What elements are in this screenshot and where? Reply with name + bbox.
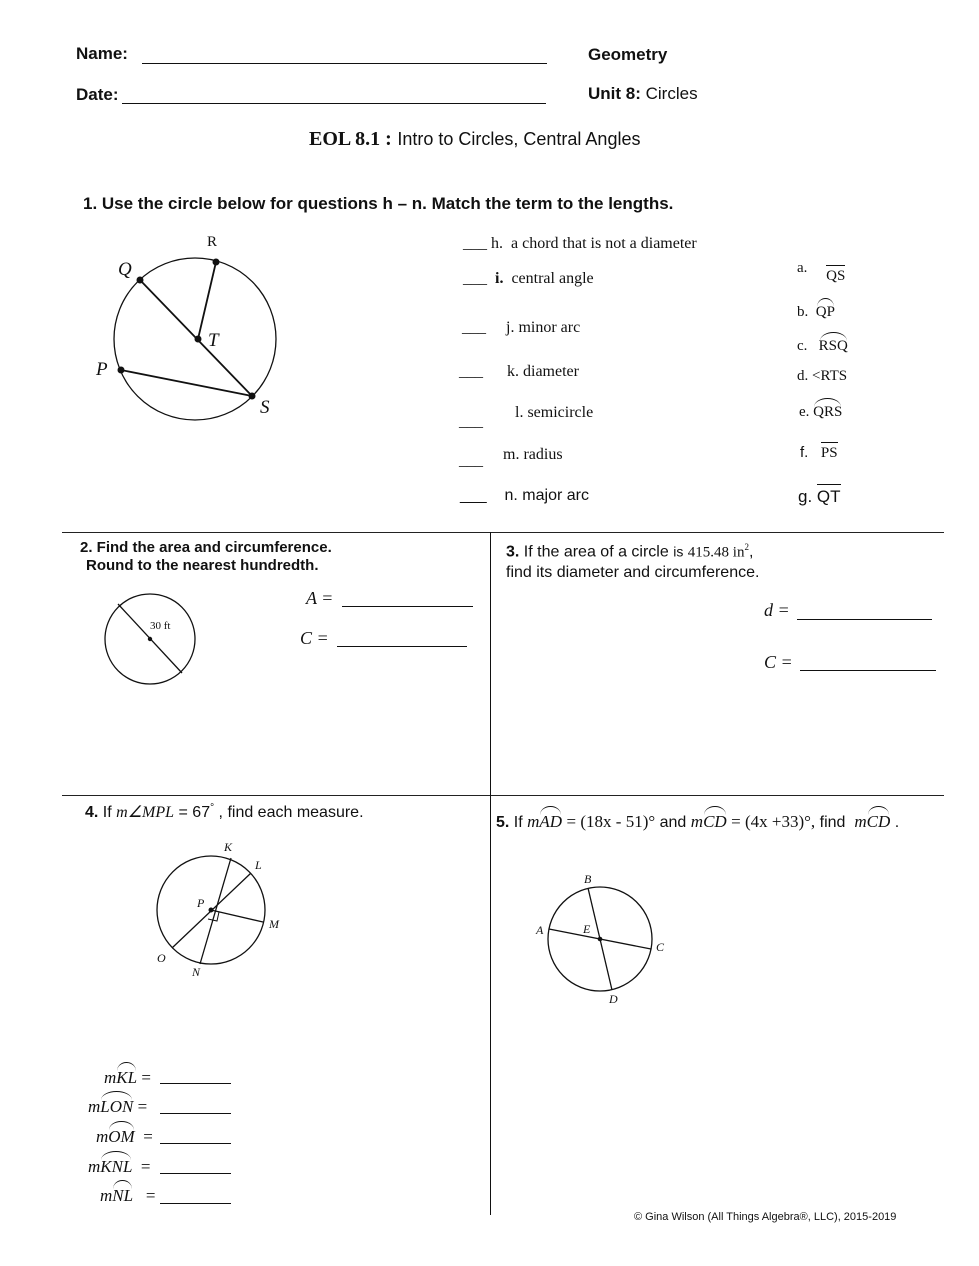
q5-if: If xyxy=(513,814,523,831)
term-text: a chord that is not a diameter xyxy=(511,235,697,252)
q5-label-d: D xyxy=(609,992,618,1006)
q1-label-q: Q xyxy=(118,259,132,280)
term-text: minor arc xyxy=(518,319,581,336)
q4-angle-expr: m∠MPL xyxy=(116,804,175,821)
q5-arc-cd: CD xyxy=(703,812,727,831)
answer-arc: OM xyxy=(108,1127,135,1146)
q5-arc-cd-target: CD xyxy=(866,812,891,831)
option-angle-rts: <RTS xyxy=(812,368,848,384)
q4-label-k: K xyxy=(224,840,233,854)
answer-m: m xyxy=(96,1127,109,1146)
answer-arc: KNL xyxy=(100,1157,133,1176)
q3-text-is: is xyxy=(673,543,684,560)
name-label: Name: xyxy=(76,44,128,63)
term-letter: j. xyxy=(506,319,515,336)
answer-m: m xyxy=(104,1068,117,1087)
term-blank[interactable]: ___ xyxy=(463,270,487,287)
term-text: diameter xyxy=(523,363,579,380)
q4-label-n: N xyxy=(192,965,201,979)
option-arc-rsq: RSQ xyxy=(818,338,848,354)
q5-center xyxy=(598,937,603,942)
q5-number: 5. xyxy=(496,814,510,831)
q1-label-p: P xyxy=(96,359,108,380)
answer-arc: KL xyxy=(116,1068,138,1087)
option-arc-qrs: QRS xyxy=(813,404,843,420)
q1-label-t: T xyxy=(208,330,219,351)
copyright: © Gina Wilson (All Things Algebra®, LLC), 2015-2019 xyxy=(634,1211,897,1223)
option-letter: b. xyxy=(797,304,809,320)
answer-eq: = xyxy=(140,1157,151,1176)
q3-comma: , xyxy=(748,543,754,561)
unit-name: Circles xyxy=(645,84,698,103)
subject-label: Geometry xyxy=(588,45,668,64)
title-text: Intro to Circles, Central Angles xyxy=(397,129,641,149)
term-text: radius xyxy=(523,446,563,463)
term-letter: k. xyxy=(507,363,519,380)
title-code: EOL 8.1 : xyxy=(309,128,392,150)
q4-degree: ° xyxy=(210,802,215,814)
q3-text: If the area of a circle xyxy=(523,543,669,561)
q1-label-r: R xyxy=(207,234,218,250)
q5-m2: m xyxy=(690,812,704,831)
option-letter: f. xyxy=(800,444,809,461)
term-letter: n. xyxy=(504,487,518,504)
q4-if: If xyxy=(102,804,112,821)
q1-instruction: 1. Use the circle below for questions h – n. Match the term to the lengths. xyxy=(83,194,674,213)
answer-eq: = xyxy=(143,1127,153,1146)
term-blank[interactable]: ___ xyxy=(463,235,487,252)
q3-d-label: d = xyxy=(764,600,790,620)
term-letter: h. xyxy=(491,235,503,252)
q2-instruction-line1: 2. Find the area and circumference. xyxy=(80,539,332,556)
q2-area-label: A = xyxy=(306,588,334,608)
q3-area-exponent: 2 xyxy=(744,542,749,552)
option-arc-qp: QP xyxy=(815,304,835,320)
term-blank[interactable]: ___ xyxy=(460,487,487,504)
q4-label-p: P xyxy=(197,896,205,910)
option-letter: d. xyxy=(797,368,809,384)
option-segment-qs: QS xyxy=(826,268,846,284)
option-letter: c. xyxy=(797,338,808,354)
q3-number: 3. xyxy=(506,543,520,561)
answer-m: m xyxy=(88,1157,101,1176)
option-letter: g. xyxy=(798,487,813,506)
term-blank[interactable]: ___ xyxy=(462,319,486,336)
term-letter: m. xyxy=(503,446,520,463)
term-text: major arc xyxy=(522,487,589,504)
answer-m: m xyxy=(88,1097,101,1116)
term-blank[interactable]: ___ xyxy=(459,413,483,430)
q4-rest: , find each measure. xyxy=(218,804,364,821)
q3-line2: find its diameter and circumference. xyxy=(506,564,760,581)
option-segment-qt: QT xyxy=(816,487,841,506)
date-label: Date: xyxy=(76,85,119,104)
q4-number: 4. xyxy=(85,804,99,821)
answer-arc: LON xyxy=(100,1097,134,1116)
q5-m3: m xyxy=(854,812,867,831)
answer-eq: = xyxy=(141,1068,151,1087)
option-segment-ps: PS xyxy=(820,445,838,461)
answer-eq: = xyxy=(145,1186,156,1205)
unit-label: Unit 8: xyxy=(588,84,641,103)
q5-arc-ad: AD xyxy=(539,812,563,831)
q4-label-o: O xyxy=(157,951,166,965)
q5-expr1: = (18x - 51)° xyxy=(566,812,656,831)
answer-m: m xyxy=(100,1186,113,1205)
q5-find: find xyxy=(819,814,846,831)
q5-expr2: = (4x +33)°, xyxy=(731,812,816,831)
q5-period: . xyxy=(894,814,900,831)
q4-label-m: M xyxy=(269,917,279,931)
answer-eq: = xyxy=(137,1097,148,1116)
term-letter: i. xyxy=(495,270,504,287)
q5-and: and xyxy=(659,814,687,831)
term-text: central angle xyxy=(511,270,594,287)
q2-circ-label: C = xyxy=(300,628,329,648)
q5-label-a: A xyxy=(536,923,544,937)
q3-area-value: 415.48 in xyxy=(687,544,745,561)
q4-label-l: L xyxy=(255,858,262,872)
q5-label-e: E xyxy=(583,922,591,936)
q4-angle-value: = 67 xyxy=(178,804,211,821)
term-blank[interactable]: ___ xyxy=(459,363,483,380)
answer-arc: NL xyxy=(112,1186,134,1205)
q5-label-c: C xyxy=(656,940,665,954)
term-text: semicircle xyxy=(527,404,594,421)
q5-label-b: B xyxy=(584,872,592,886)
term-letter: l. xyxy=(515,404,524,421)
q2-diameter-label: 30 ft xyxy=(150,620,171,632)
q1-label-s: S xyxy=(260,397,270,418)
term-blank[interactable]: ___ xyxy=(459,452,483,469)
q2-instruction-line2: Round to the nearest hundredth. xyxy=(86,557,319,574)
option-letter: e. xyxy=(799,404,810,420)
q3-c-label: C = xyxy=(764,652,793,672)
option-letter: a. xyxy=(797,260,808,276)
q5-m1: m xyxy=(527,812,540,831)
